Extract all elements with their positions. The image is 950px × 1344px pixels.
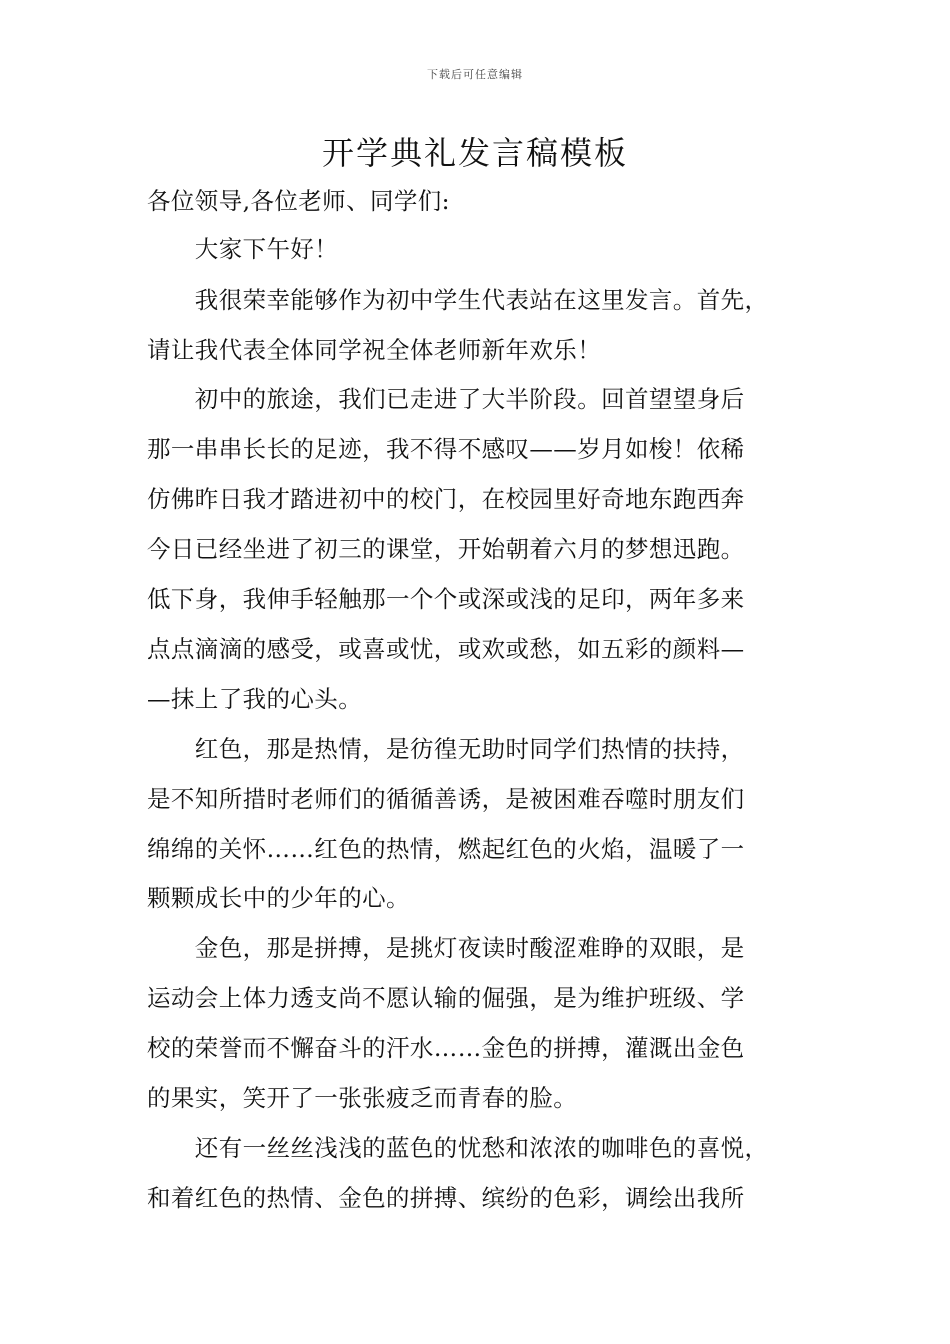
- body-line: 金色，那是拼搏，是挑灯夜读时酸涩难睁的双眼，是: [147, 934, 745, 962]
- body-line: 那一串串长长的足迹，我不得不感叹——岁月如梭！依稀: [147, 435, 745, 463]
- body-line: 的果实，笑开了一张张疲乏而青春的脸。: [147, 1084, 578, 1112]
- body-line: 我很荣幸能够作为初中学生代表站在这里发言。首先，: [147, 286, 769, 314]
- body-line: 大家下午好！: [147, 235, 339, 263]
- body-line: 还有一丝丝浅浅的蓝色的忧愁和浓浓的咖啡色的喜悦，: [147, 1134, 769, 1162]
- body-line: 绵绵的关怀……红色的热情，燃起红色的火焰，温暖了一: [147, 835, 745, 863]
- body-line: 是不知所措时老师们的循循善诱，是被困难吞噬时朋友们: [147, 785, 745, 813]
- body-line: 低下身，我伸手轻触那一个个或深或浅的足印，两年多来: [147, 585, 745, 613]
- header-note: 下载后可任意编辑: [427, 68, 523, 81]
- body-line: 运动会上体力透支尚不愿认输的倔强，是为维护班级、学: [147, 984, 745, 1012]
- body-line: 颗颗成长中的少年的心。: [147, 884, 410, 912]
- body-line: 今日已经坐进了初三的课堂，开始朝着六月的梦想迅跑。: [147, 535, 745, 563]
- body-line: 校的荣誉而不懈奋斗的汗水……金色的拼搏，灌溉出金色: [147, 1034, 745, 1062]
- body-line: 红色，那是热情，是彷徨无助时同学们热情的扶持，: [147, 735, 745, 763]
- body-line: 请让我代表全体同学祝全体老师新年欢乐！: [147, 336, 602, 364]
- body-line: 初中的旅途，我们已走进了大半阶段。回首望望身后: [147, 385, 745, 413]
- body-line: 各位领导,各位老师、同学们:: [147, 187, 450, 215]
- body-line: —抹上了我的心头。: [147, 685, 363, 713]
- body-line: 仿佛昨日我才踏进初中的校门，在校园里好奇地东跑西奔: [147, 485, 745, 513]
- body-line: 和着红色的热情、金色的拼搏、缤纷的色彩，调绘出我所: [147, 1184, 745, 1212]
- body-line: 点点滴滴的感受，或喜或忧，或欢或愁，如五彩的颜料—: [147, 635, 745, 663]
- document-title: 开学典礼发言稿模板: [321, 134, 628, 172]
